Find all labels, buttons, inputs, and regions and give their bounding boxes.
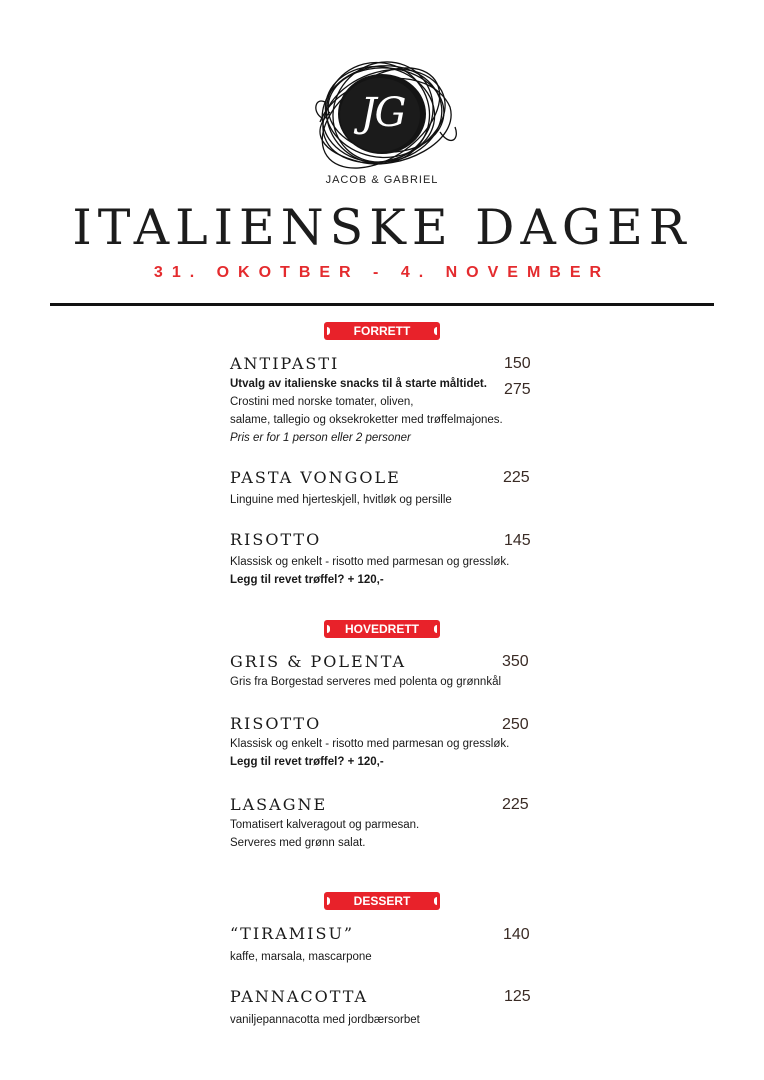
section-badge-starters: FORRETT xyxy=(324,322,440,340)
item-price: 250 xyxy=(502,716,529,733)
item-description: Linguine med hjerteskjell, hvitløk og persille xyxy=(230,494,452,506)
menu-item-pannacotta xyxy=(230,986,540,1029)
item-price: 350 xyxy=(502,653,529,670)
menu-item-antipasti xyxy=(230,353,540,447)
menu-item-tiramisu xyxy=(230,923,540,966)
item-subtitle: Utvalg av italienske snacks til å starte måltidet. xyxy=(230,378,487,390)
item-price: 125 xyxy=(504,988,531,1005)
item-price: 225 xyxy=(503,469,530,486)
item-description: Tomatisert kalveragout og parmesan. xyxy=(230,819,420,831)
item-description: kaffe, marsala, mascarpone xyxy=(230,951,372,963)
item-name: RISOTTO xyxy=(230,530,322,549)
menu-item-gris-polenta xyxy=(230,651,540,691)
item-name: PANNACOTTA xyxy=(230,987,369,1006)
item-description: Serveres med grønn salat. xyxy=(230,837,366,849)
header-divider xyxy=(50,303,714,306)
item-extra: Legg til revet trøffel? + 120,- xyxy=(230,574,384,586)
item-name: “TIRAMISU” xyxy=(230,924,355,943)
menu-item-pasta-vongole xyxy=(230,467,540,509)
item-name: ANTIPASTI xyxy=(230,354,340,373)
section-badge-desserts: DESSERT xyxy=(324,892,440,910)
item-price: 150 xyxy=(504,355,531,372)
item-price: 145 xyxy=(504,532,531,549)
item-note: Pris er for 1 person eller 2 personer xyxy=(230,432,411,444)
item-description: Gris fra Borgestad serveres med polenta og grønnkål xyxy=(230,676,502,688)
menu-item-risotto-main xyxy=(230,713,540,771)
monogram: JG xyxy=(360,90,405,136)
event-dates: 31. OKOTBER - 4. NOVEMBER xyxy=(153,264,611,281)
item-price-two: 275 xyxy=(504,381,531,398)
menu-item-risotto-starter xyxy=(230,529,540,589)
jacob-gabriel-logo xyxy=(300,52,465,192)
item-price: 225 xyxy=(502,796,529,813)
item-description: Klassisk og enkelt - risotto med parmesan og gressløk. xyxy=(230,738,510,750)
section-badge-mains: HOVEDRETT xyxy=(324,620,440,638)
page-title: ITALIENSKE DAGER xyxy=(72,199,692,256)
item-name: GRIS & POLENTA xyxy=(230,652,407,671)
item-name: LASAGNE xyxy=(230,795,328,814)
item-description: vaniljepannacotta med jordbærsorbet xyxy=(230,1014,420,1026)
item-description: Klassisk og enkelt - risotto med parmesan og gressløk. xyxy=(230,556,510,568)
item-description: salame, tallegio og oksekroketter med trøffelmajones. xyxy=(230,414,503,426)
brand-name: JACOB & GABRIEL xyxy=(325,174,439,186)
item-name: RISOTTO xyxy=(230,714,322,733)
item-name: PASTA VONGOLE xyxy=(230,468,401,487)
item-description: Crostini med norske tomater, oliven, xyxy=(230,396,414,408)
item-extra: Legg til revet trøffel? + 120,- xyxy=(230,756,384,768)
item-price: 140 xyxy=(503,926,530,943)
menu-item-lasagne xyxy=(230,794,540,852)
